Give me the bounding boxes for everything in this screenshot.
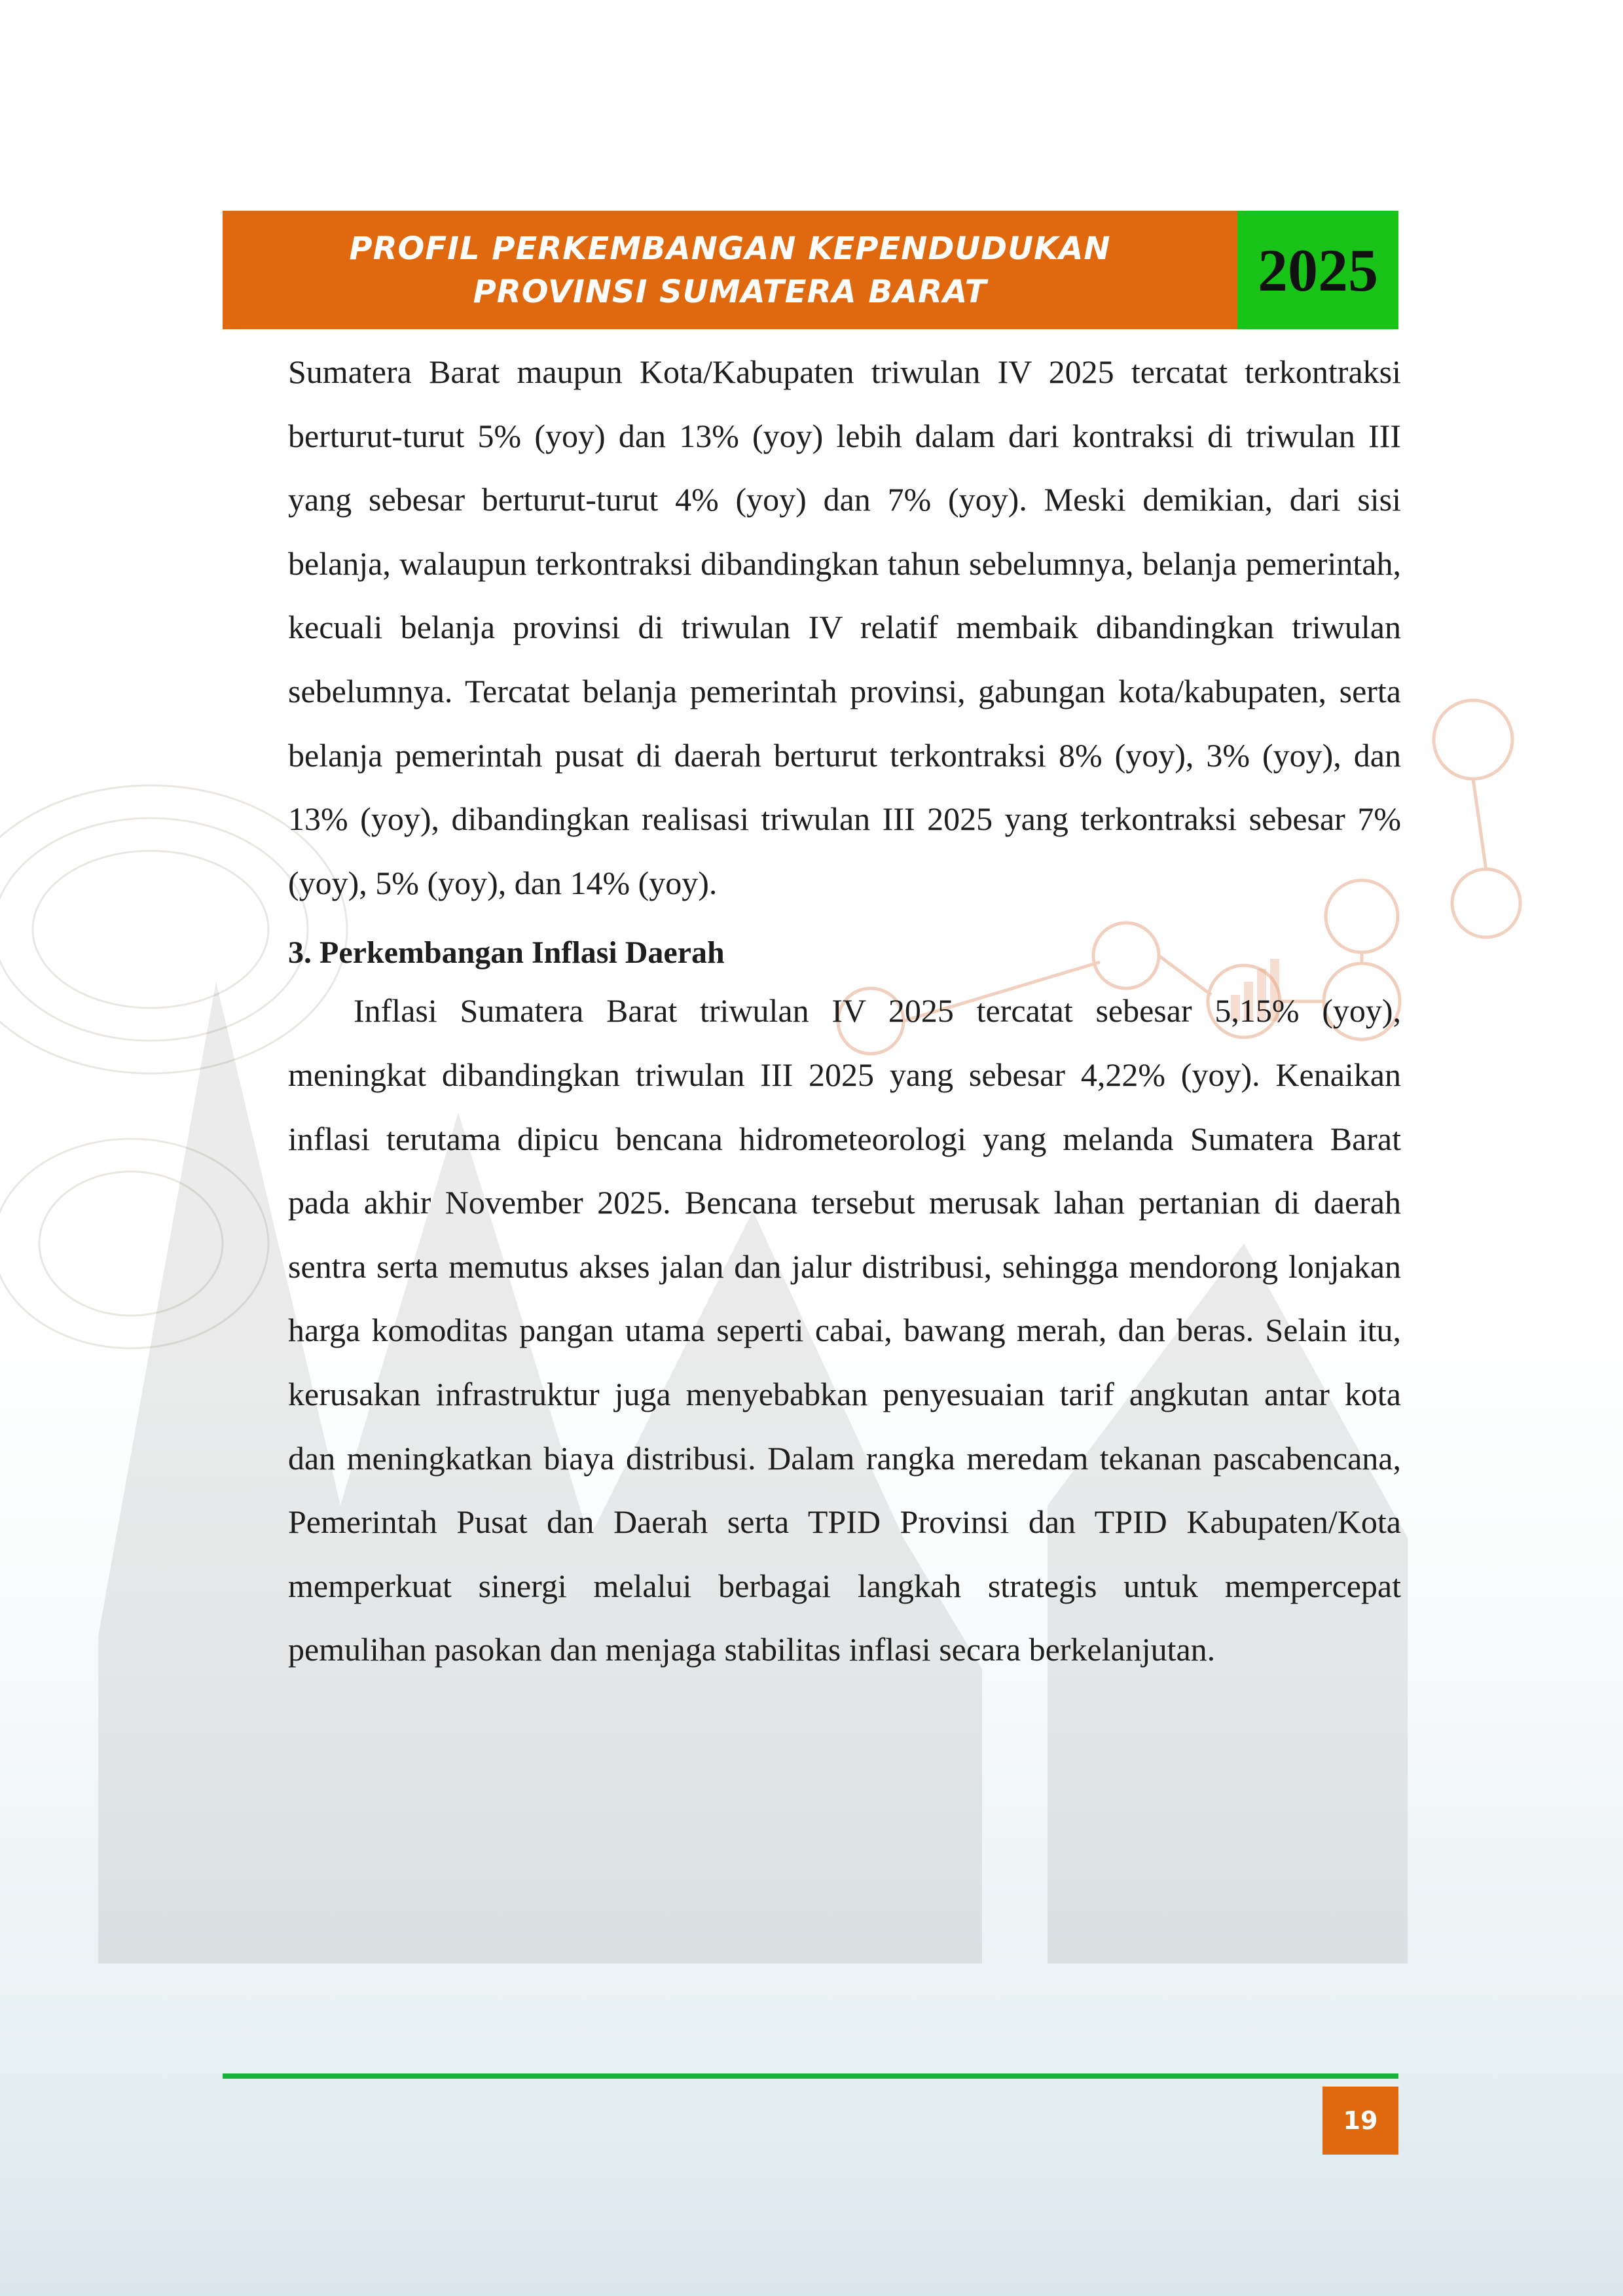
header-title-line1: PROFIL PERKEMBANGAN KEPENDUDUKAN: [349, 230, 1111, 267]
year-badge: [1237, 211, 1398, 329]
page-number: 19: [1343, 2106, 1378, 2135]
paragraph-government-spending: Sumatera Barat maupun Kota/Kabupaten triwulan IV 2025 tercatat terkontraksi berturut-turut 5% (yoy) dan 13% (yoy) lebih dalam dari kontraksi di triwulan III yang sebesar berturut-turut 4% (yoy) dan 7% (yoy). Meski demikian, dari sisi belanja, walaupun terkontraksi dibandingkan tahun sebelumnya, belanja pemerintah, kecuali belanja provinsi di triwulan IV relatif membaik dibandingkan triwulan sebelumnya. Tercatat belanja pemerintah provinsi, gabungan kota/kabupaten, serta belanja pemerintah pusat di daerah berturut terkontraksi 8% (yoy), 3% (yoy), dan 13% (yoy), dibandingkan realisasi triwulan III 2025 yang terkontraksi sebesar 7% (yoy), 5% (yoy), dan 14% (yoy).: [288, 353, 1401, 901]
page-number-badge: [1322, 2087, 1398, 2155]
year-label: 2025: [1258, 236, 1378, 304]
document-body: [288, 340, 1401, 1682]
footer-rule: [223, 2073, 1398, 2079]
header-title-bar: [223, 211, 1237, 329]
header-title-line2: PROVINSI SUMATERA BARAT: [473, 273, 987, 310]
section-heading-inflation: 3. Perkembangan Inflasi Daerah: [288, 935, 725, 971]
paragraph-inflation: Inflasi Sumatera Barat triwulan IV 2025 tercatat sebesar 5,15% (yoy), meningkat dibandingkan triwulan III 2025 yang sebesar 4,22% (yoy). Kenaikan inflasi terutama dipicu bencana hidrometeorologi yang melanda Sumatera Barat pada akhir November 2025. Bencana tersebut merusak lahan pertanian di daerah sentra serta memutus akses jalan dan jalur distribusi, sehingga mendorong lonjakan harga komoditas pangan utama seperti cabai, bawang merah, dan beras. Selain itu, kerusakan infrastruktur juga menyebabkan penyesuaian tarif angkutan antar kota dan meningkatkan biaya distribusi. Dalam rangka meredam tekanan pascabencana, Pemerintah Pusat dan Daerah serta TPID Provinsi dan TPID Kabupaten/Kota memperkuat sinergi melalui berbagai langkah strategis untuk mempercepat pemulihan pasokan dan menjaga stabilitas inflasi secara berkelanjutan.: [288, 992, 1401, 1668]
